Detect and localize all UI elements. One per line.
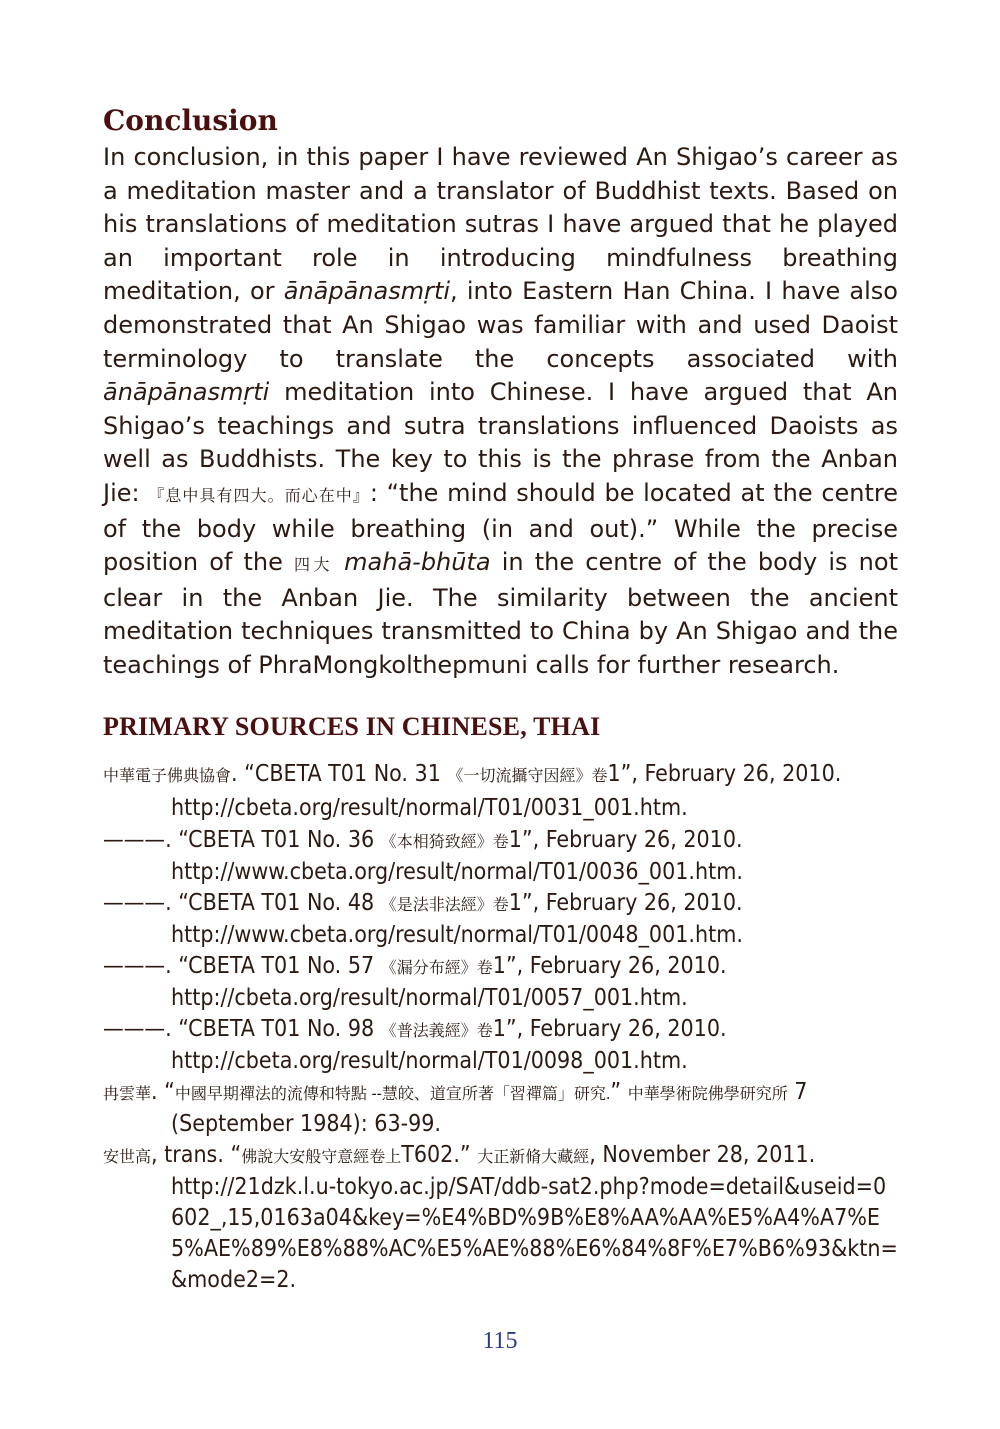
conclusion-text-2: , into Eastern Han China. I have also demonstrated that An Shigao was familiar with and used Daoist terminology to translate the concepts associated with <box>103 277 898 373</box>
reference-url[interactable]: http://cbeta.org/result/normal/T01/0057_001.htm. <box>171 985 688 1011</box>
ref-text: , November 28, 2011. <box>589 1142 816 1168</box>
ref-title-cjk: 《漏分布經》卷 <box>380 958 493 977</box>
ref-text: . “CBETA T01 No. 31 <box>231 761 448 787</box>
ref-title-cjk: 《一切流攝守因經》卷 <box>447 766 608 785</box>
term-mahabhuta: mahā-bhūta <box>344 548 491 577</box>
ref-text: ” <box>610 1079 628 1105</box>
conclusion-text-4: : “the mind should be located at the centre of the body while breathing (in and out).” While the precise position of the <box>103 478 899 577</box>
ref-title-cjk: 《是法非法經》卷 <box>380 895 509 914</box>
sida-term: 四大 <box>294 555 334 575</box>
ref-text: 1”, February 26, 2010. <box>607 761 842 787</box>
term-anapanasmrti: ānāpānasmṛti <box>283 277 451 306</box>
ref-text: ———. “CBETA T01 No. 36 <box>103 827 381 853</box>
reference-item <box>103 888 898 951</box>
reference-url[interactable]: http://www.cbeta.org/result/normal/T01/0048_001.htm. <box>171 922 743 948</box>
ref-title-cjk: 中國早期禪法的流傳和特點 --慧皎、道宣所著「習禪篇」研究. <box>174 1084 611 1103</box>
reference-url[interactable]: http://www.cbeta.org/result/normal/T01/0036_001.htm. <box>171 859 743 885</box>
ref-text: 1”, February 26, 2010. <box>508 827 743 853</box>
ref-text: ———. “CBETA T01 No. 57 <box>103 953 381 979</box>
ref-collection-cjk: 大正新脩大藏經 <box>477 1147 590 1166</box>
reference-list <box>103 758 898 1296</box>
ref-text: , trans. “ <box>151 1142 242 1168</box>
ref-text: 1”, February 26, 2010. <box>492 953 727 979</box>
ref-journal-cjk: 中華學術院佛學研究所 <box>627 1084 788 1103</box>
reference-url[interactable]: http://cbeta.org/result/normal/T01/0031_001.htm. <box>171 795 688 821</box>
ref-author-cjk: 中華電子佛典協會 <box>103 766 232 785</box>
ref-text: ———. “CBETA T01 No. 48 <box>103 890 381 916</box>
reference-item <box>103 1014 898 1077</box>
primary-sources-heading: PRIMARY SOURCES IN CHINESE, THAI <box>103 712 601 741</box>
reference-item <box>103 758 898 825</box>
conclusion-heading: Conclusion <box>103 104 278 137</box>
anban-jie-quote: 『息中具有四大。而心在中』 <box>148 485 370 505</box>
ref-text: T602.” <box>401 1142 478 1168</box>
conclusion-paragraph <box>103 141 898 683</box>
conclusion-text-1: In conclusion, in this paper I have reviewed An Shigao’s career as a meditation master and a translator of Buddhist texts. Based on his translations of meditation sutras I have argued that he played an important role in introducing mindfulness breathing meditation, or <box>103 143 898 306</box>
reference-item <box>103 1140 898 1296</box>
conclusion-text-3: meditation into Chinese. I have argued that An Shigao’s teachings and sutra translations influenced Daoists as well as Buddhists. The key to this is the phrase from the Anban Jie: <box>103 378 898 507</box>
ref-title-cjk: 《本相猗致經》卷 <box>380 832 509 851</box>
term-anapanasmrti-2: ānāpānasmṛti <box>103 378 270 407</box>
ref-author-cjk: 冉雲華 <box>103 1084 152 1103</box>
ref-text: 1”, February 26, 2010. <box>508 890 743 916</box>
reference-item <box>103 951 898 1014</box>
reference-item <box>103 1077 898 1140</box>
reference-url[interactable]: http://21dzk.l.u-tokyo.ac.jp/SAT/ddb-sat2.php?mode=detail&useid=0602_,15,0163a04&key=%E4%BD%9B%E8%AA%AA%E5%A4%A7%E5%AE%89%E8%88%AC%E5%AE%88%E6%84%8F%E7%B6%93&ktn=&mode2=2. <box>171 1174 898 1293</box>
page-number: 115 <box>482 1328 518 1354</box>
conclusion-text-5: in the centre of the body is not clear in the Anban Jie. The similarity between the ancient meditation techniques transmitted to China by An Shigao and the teachings of PhraMongkolthepmuni calls for further research. <box>103 548 898 679</box>
ref-author-cjk: 安世高 <box>103 1147 152 1166</box>
reference-url[interactable]: http://cbeta.org/result/normal/T01/0098_001.htm. <box>171 1048 688 1074</box>
ref-text: . “ <box>151 1079 175 1105</box>
ref-text: ———. “CBETA T01 No. 98 <box>103 1016 381 1042</box>
ref-title-cjk: 《普法義經》卷 <box>380 1021 493 1040</box>
ref-title-cjk: 佛說大安般守意經卷上 <box>241 1147 402 1166</box>
reference-item <box>103 825 898 888</box>
ref-text: 1”, February 26, 2010. <box>492 1016 727 1042</box>
ref-text: 7 (September 1984): 63-99. <box>171 1079 808 1137</box>
